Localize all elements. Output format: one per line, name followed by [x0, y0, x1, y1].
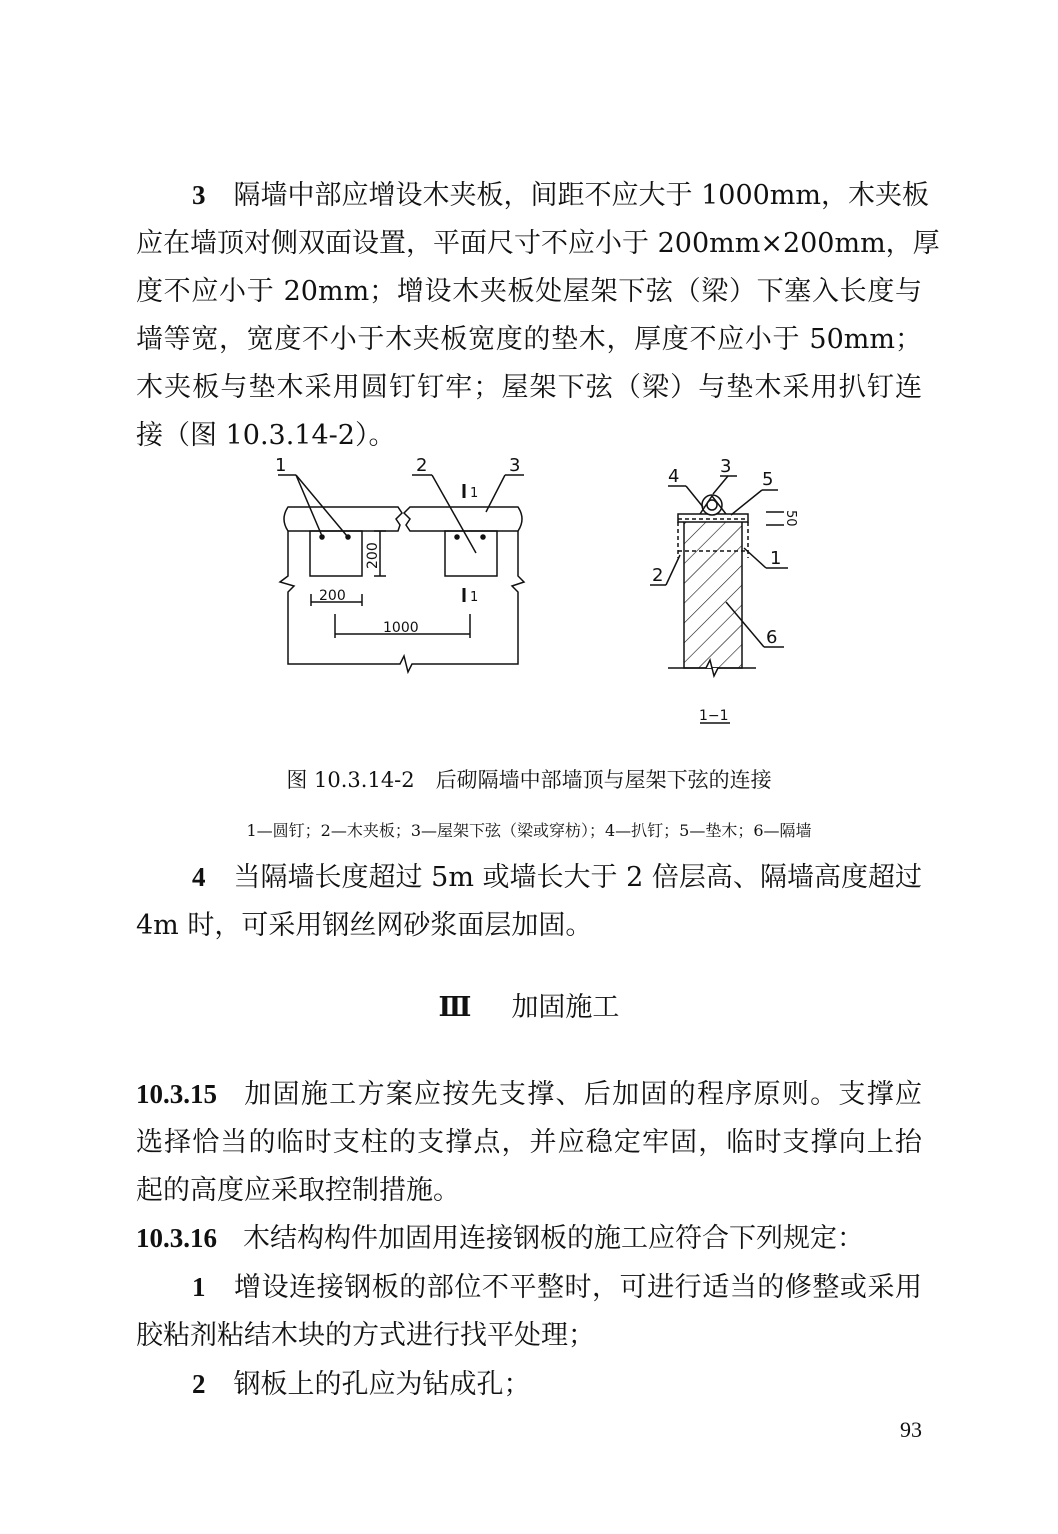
clause-10-3-16-number: 10.3.16	[136, 1223, 217, 1253]
connection-figure	[262, 450, 802, 740]
clause-10-3-15-line-3: 起的高度应采取控制措施。	[136, 1175, 460, 1206]
wood-plate-right	[445, 531, 497, 576]
plan-view	[278, 475, 524, 672]
item-3-line-4: 墙等宽，宽度不小于木夹板宽度的垫木，厚度不应小于 50mm；	[136, 324, 922, 355]
item-3-line-2: 应在墙顶对侧双面设置，平面尺寸不应小于 200mm×200mm，厚	[136, 228, 940, 259]
plan-labels	[275, 455, 520, 636]
clause-10-3-15-line-1: 10.3.15 加固施工方案应按先支撑、后加固的程序原则。支撑应	[136, 1079, 922, 1110]
roof-beam-left	[284, 507, 402, 531]
section-view	[650, 476, 788, 723]
section-mark-bottom: 1	[470, 590, 479, 605]
section-title: 加固施工	[511, 992, 620, 1023]
section-label-3: 3	[720, 456, 732, 477]
item-3-line-6: 接（图 10.3.14-2）。	[136, 420, 396, 451]
item-3-line-1: 3 隔墙中部应增设木夹板，间距不应大于 1000mm，木夹板	[192, 180, 929, 211]
partition-wall-section	[684, 520, 742, 668]
clause-10-3-16-item-2-number: 2	[192, 1369, 206, 1399]
item-4-line-1: 4 当隔墙长度超过 5m 或墙长大于 2 倍层高、隔墙高度超过	[192, 862, 922, 893]
clause-10-3-16-item-1-line-1: 1 增设连接钢板的部位不平整时，可进行适当的修整或采用	[192, 1272, 922, 1303]
section-label-2: 2	[652, 565, 664, 586]
item-4-number: 4	[192, 862, 206, 892]
item-3-number: 3	[192, 180, 206, 210]
item-4-paragraph	[136, 853, 922, 950]
page-number: 93	[900, 1417, 922, 1442]
section-mark-top: 1	[470, 486, 479, 501]
section-heading	[0, 988, 1058, 1028]
clause-10-3-16-item-1-line-2: 胶粘剂粘结木块的方式进行找平处理；	[136, 1320, 595, 1351]
clause-10-3-15-line-2: 选择恰当的临时支柱的支撑点，并应稳定牢固，临时支撑向上抬	[136, 1127, 922, 1158]
section-label-5: 5	[762, 469, 774, 490]
plan-label-3: 3	[509, 455, 521, 476]
item-3-line-5: 木夹板与垫木采用圆钉钉牢；屋架下弦（梁）与垫木采用扒钉连	[136, 372, 922, 403]
section-label-6: 6	[766, 627, 778, 648]
dim-200-horizontal: 200	[319, 588, 346, 604]
item-3-paragraph	[136, 171, 940, 460]
section-label-4: 4	[668, 466, 680, 487]
roof-beam-right	[404, 507, 522, 531]
figure-caption: 图 10.3.14-2 后砌隔墙中部墙顶与屋架下弦的连接	[286, 768, 772, 792]
clause-10-3-16-item-1-number: 1	[192, 1272, 206, 1302]
dim-1000: 1000	[383, 620, 419, 636]
figure-legend: 1—圆钉；2—木夹板；3—屋架下弦（梁或穿枋）；4—扒钉；5—垫木；6—隔墙	[246, 821, 812, 840]
wood-plate-left	[310, 531, 362, 576]
clause-10-3-15	[136, 1070, 922, 1215]
clause-10-3-15-number: 10.3.15	[136, 1079, 217, 1109]
section-title: 1−1	[699, 708, 729, 724]
item-3-line-3: 度不应小于 20mm；增设木夹板处屋架下弦（梁）下塞入长度与	[136, 276, 922, 307]
dim-200-vertical: 200	[365, 542, 381, 569]
clause-10-3-16-item-2-line-1: 2 钢板上的孔应为钻成孔；	[192, 1369, 531, 1400]
section-roman-numeral: Ⅲ	[438, 992, 472, 1023]
section-label-1: 1	[770, 548, 782, 569]
clause-10-3-16-line-1: 10.3.16 木结构构件加固用连接钢板的施工应符合下列规定：	[136, 1223, 864, 1254]
clause-10-3-16	[136, 1214, 922, 1409]
item-4-line-2: 4m 时，可采用钢丝网砂浆面层加固。	[136, 910, 593, 941]
section-dim-50: 50	[783, 510, 798, 527]
plan-label-2: 2	[416, 455, 428, 476]
plan-label-1: 1	[275, 455, 287, 476]
